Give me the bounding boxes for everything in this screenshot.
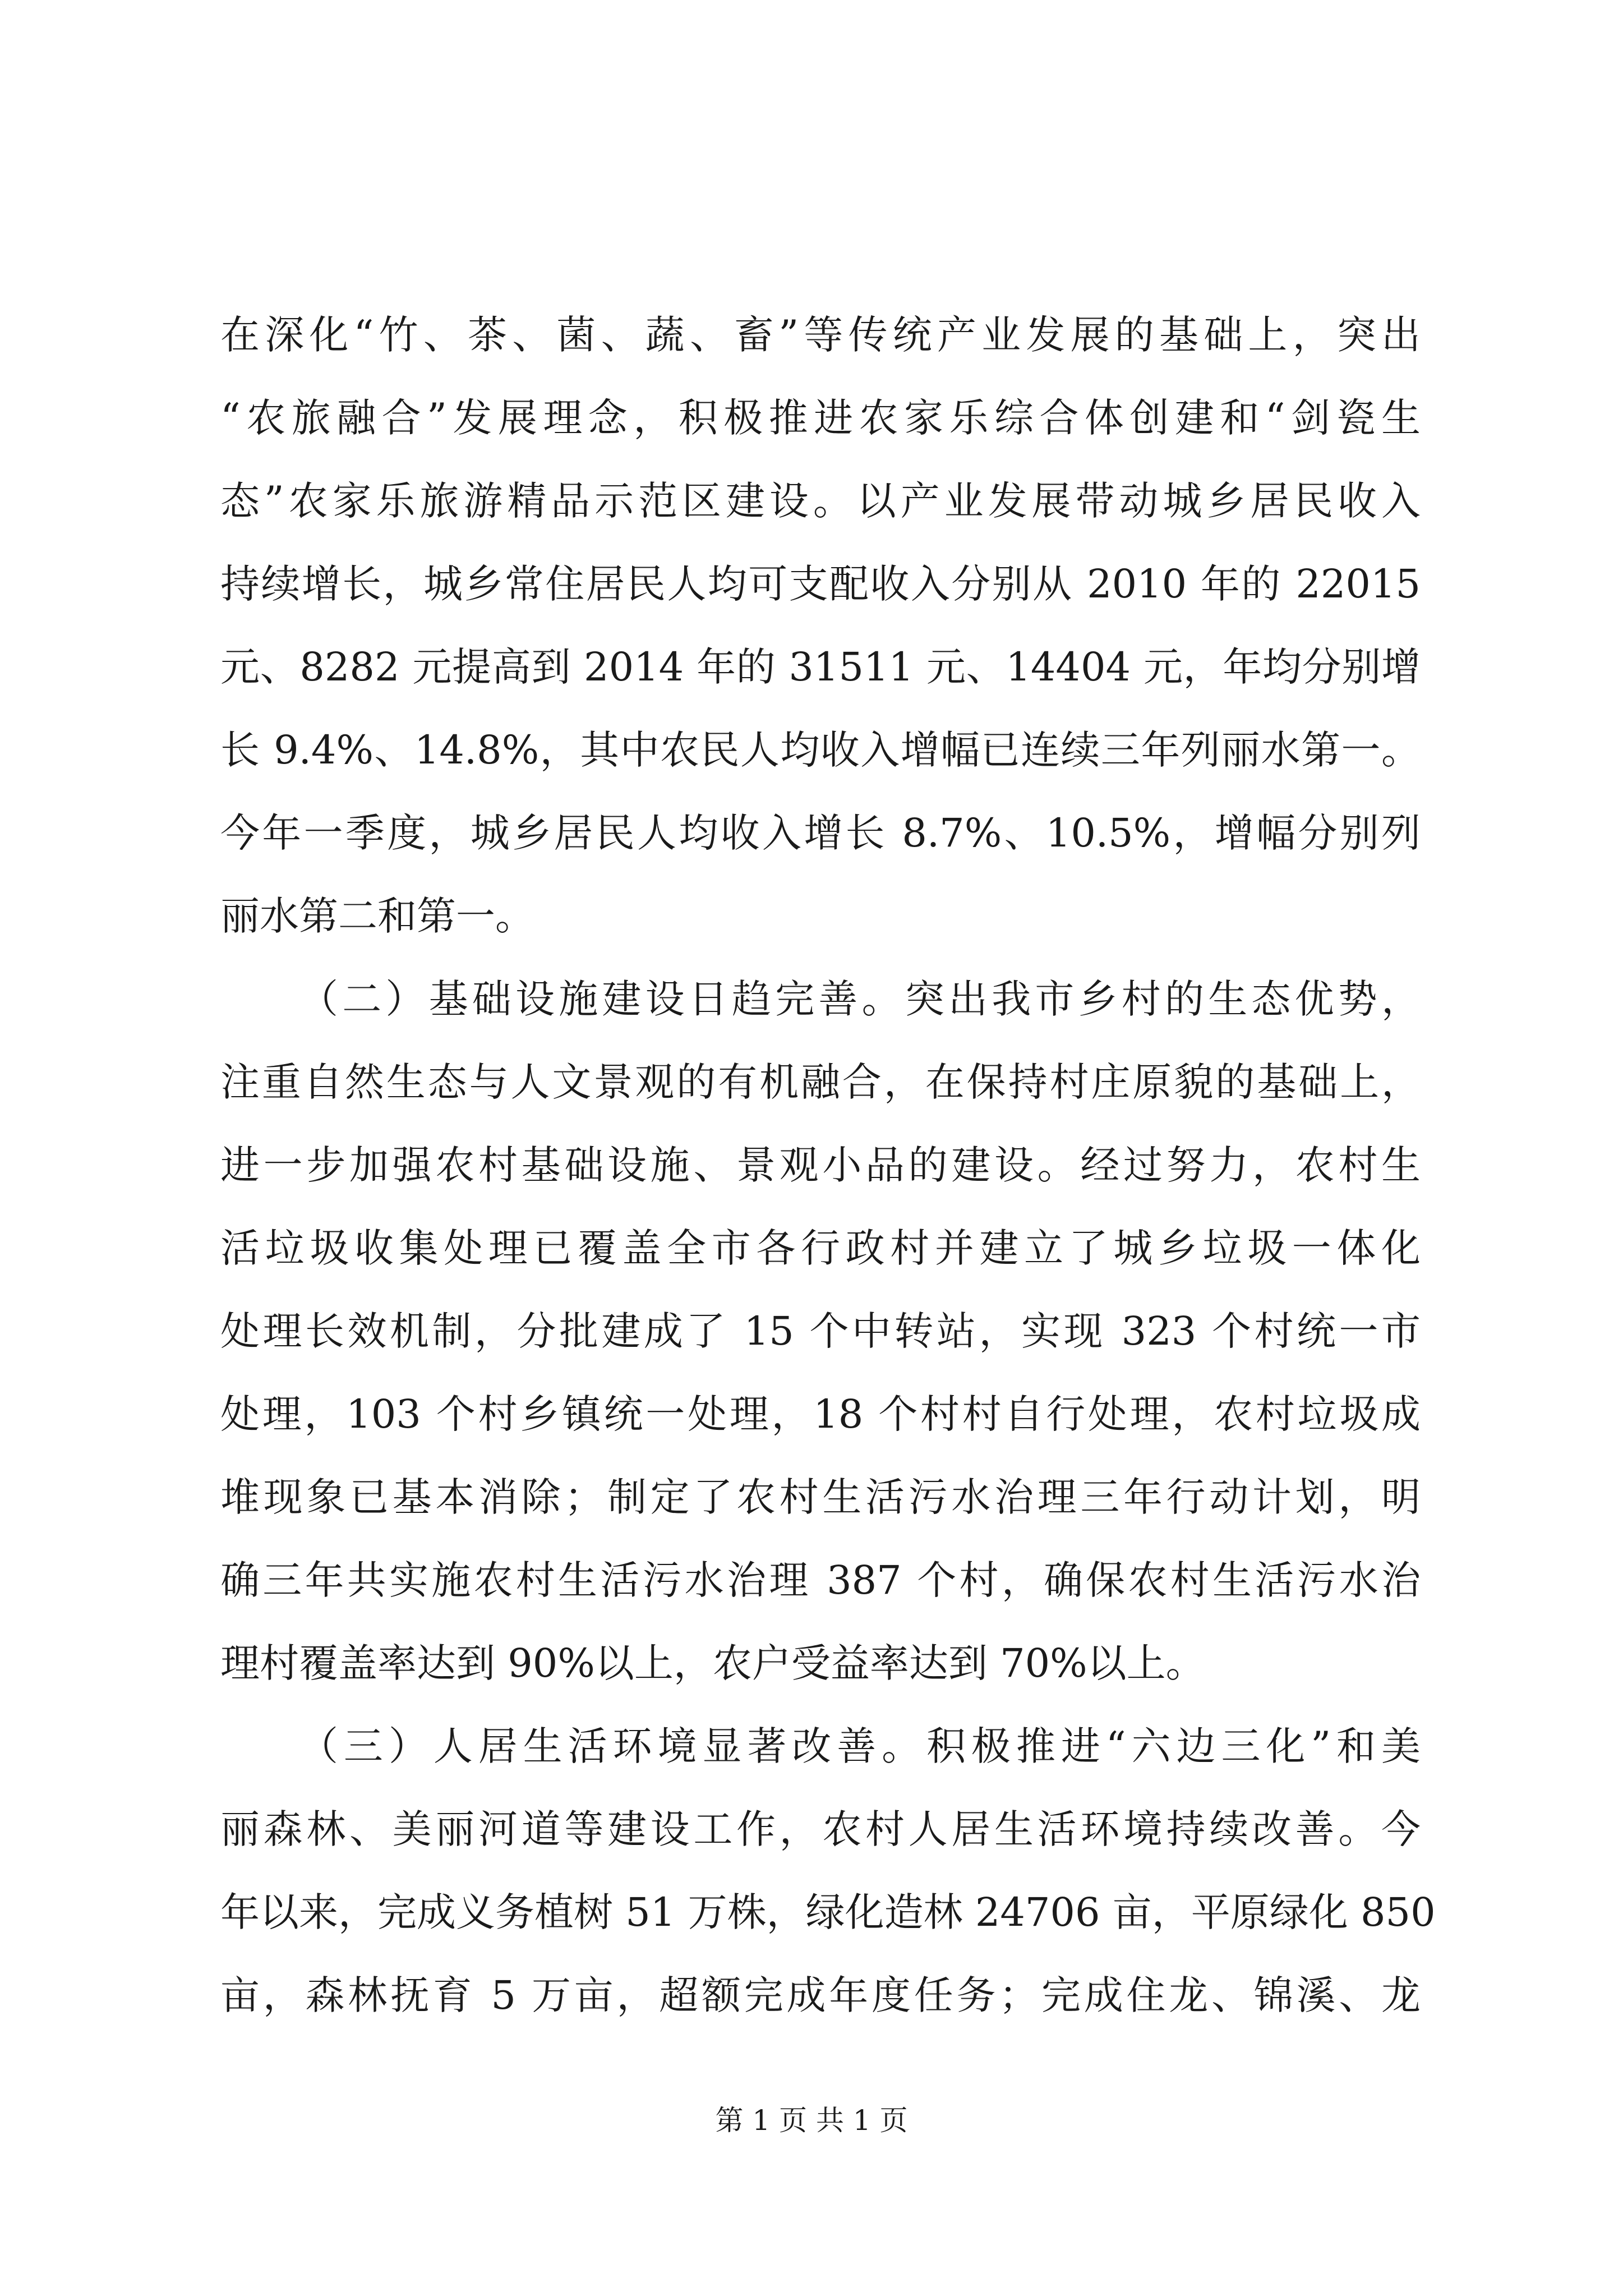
body-text-line: 持续增长，城乡常住居民人均可支配收入分别从 2010 年的 22015 xyxy=(220,561,1421,607)
body-text-line: 处理，103 个村乡镇统一处理，18 个村村自行处理，农村垃圾成 xyxy=(220,1391,1421,1437)
body-text-line: 处理长效机制，分批建成了 15 个中转站，实现 323 个村统一市 xyxy=(220,1308,1421,1354)
body-text-line: 今年一季度，城乡居民人均收入增长 8.7%、10.5%，增幅分别列 xyxy=(220,810,1421,856)
body-text-line: 亩，森林抚育 5 万亩，超额完成年度任务；完成住龙、锦溪、龙 xyxy=(220,1972,1421,2018)
section-heading-line: （二）基础设施建设日趋完善。突出我市乡村的生态优势， xyxy=(299,976,1421,1022)
body-text-line: 长 9.4%、14.8%，其中农民人均收入增幅已连续三年列丽水第一。 xyxy=(220,727,1421,773)
body-text-line: 态”农家乐旅游精品示范区建设。以产业发展带动城乡居民收入 xyxy=(220,478,1421,524)
body-text-line: 在深化“竹、茶、菌、蔬、畜”等传统产业发展的基础上，突出 xyxy=(220,312,1421,358)
body-text-line: 活垃圾收集处理已覆盖全市各行政村并建立了城乡垃圾一体化 xyxy=(220,1225,1421,1271)
body-text-line: 丽森林、美丽河道等建设工作，农村人居生活环境持续改善。今 xyxy=(220,1806,1421,1852)
body-text-line: 丽水第二和第一。 xyxy=(220,893,534,939)
page-footer: 第 1 页 共 1 页 xyxy=(715,2104,908,2137)
body-text-line: 年以来，完成义务植树 51 万株，绿化造林 24706 亩，平原绿化 850 xyxy=(220,1889,1436,1935)
body-text-line: 确三年共实施农村生活污水治理 387 个村，确保农村生活污水治 xyxy=(220,1557,1421,1603)
body-text-line: 堆现象已基本消除；制定了农村生活污水治理三年行动计划，明 xyxy=(220,1474,1421,1520)
body-text-line: 进一步加强农村基础设施、景观小品的建设。经过努力，农村生 xyxy=(220,1142,1421,1188)
body-text-line: 注重自然生态与人文景观的有机融合，在保持村庄原貌的基础上， xyxy=(220,1059,1421,1105)
body-text-line: 理村覆盖率达到 90%以上，农户受益率达到 70%以上。 xyxy=(220,1640,1205,1686)
body-text-line: 元、8282 元提高到 2014 年的 31511 元、14404 元，年均分别增 xyxy=(220,644,1421,690)
body-text-line: “农旅融合”发展理念，积极推进农家乐综合体创建和“剑瓷生 xyxy=(220,395,1421,441)
section-heading-line: （三）人居生活环境显著改善。积极推进“六边三化”和美 xyxy=(299,1723,1421,1769)
